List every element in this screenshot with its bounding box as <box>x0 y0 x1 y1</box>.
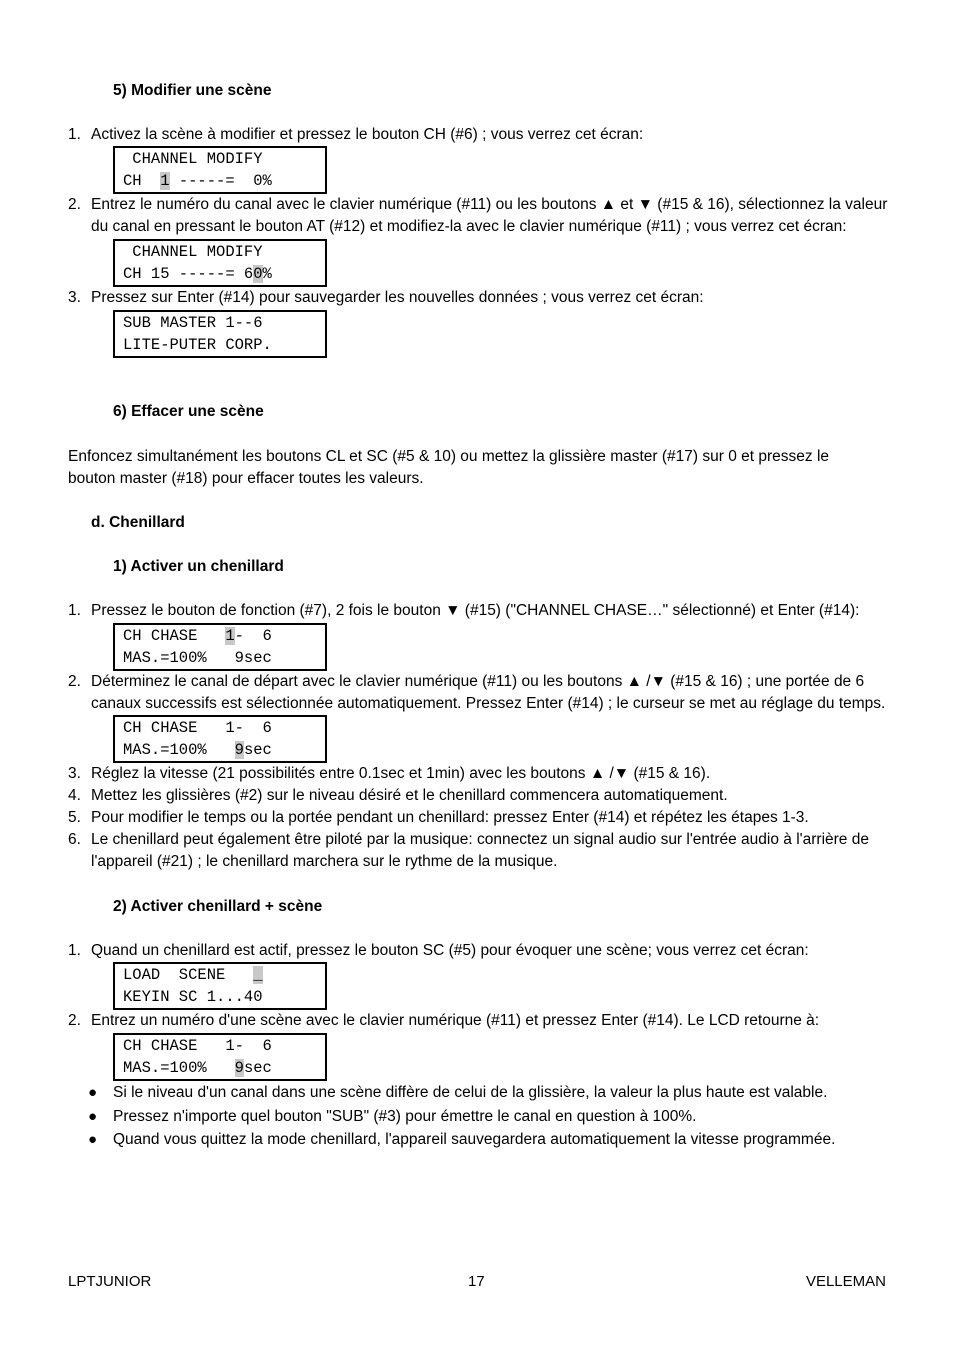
lcd-text: MAS.=100% <box>123 1059 235 1077</box>
lcd-screen-ch-chase-1 <box>113 623 327 671</box>
step-number: 2. <box>68 673 81 690</box>
lcd-cursor: 9 <box>234 1059 244 1077</box>
step-text: Mettez les glissières (#2) sur le niveau désiré et le chenillard commencera automatiquement. <box>91 787 728 804</box>
paragraph-line: Enfoncez simultanément les boutons CL et SC (#5 & 10) ou mettez la glissière master (#17) sur 0 et pressez le <box>68 448 830 465</box>
lcd-cursor: 0 <box>253 265 263 283</box>
step-number: 1. <box>68 126 81 143</box>
paragraph-line: bouton master (#18) pour effacer toutes les valeurs. <box>68 470 424 487</box>
step-number: 6. <box>68 831 81 848</box>
bullet-text: Si le niveau d'un canal dans une scène diffère de celui de la glissière, la valeur la plus haute est valable. <box>113 1084 828 1101</box>
lcd-line: LITE-PUTER CORP. <box>123 336 272 354</box>
lcd-text: sec <box>243 741 272 759</box>
lcd-line: SUB MASTER 1--6 <box>123 314 263 332</box>
lcd-line: CHANNEL MODIFY <box>123 150 263 168</box>
lcd-line: CH CHASE 1- 6 <box>123 1037 272 1055</box>
lcd-line: MAS.=100% 9sec <box>123 649 272 667</box>
lcd-text: CH <box>123 172 161 190</box>
lcd-cursor: _ <box>253 966 263 984</box>
step-number: 5. <box>68 809 81 826</box>
lcd-line: CHANNEL MODIFY <box>123 243 263 261</box>
step-text: canaux successifs est sélectionnée automatiquement. Pressez Enter (#14) ; le curseur se met au réglage du temps. <box>91 695 886 712</box>
lcd-screen-channel-modify-2 <box>113 239 327 287</box>
lcd-text: - 6 <box>234 627 272 645</box>
step-text: Pressez sur Enter (#14) pour sauvegarder les nouvelles données ; vous verrez cet écran: <box>91 289 704 306</box>
lcd-text: LOAD SCENE <box>123 966 254 984</box>
lcd-line: CH CHASE 1- 6 <box>123 719 272 737</box>
lcd-text: CH 15 -----= 6 <box>123 265 254 283</box>
step-text: Pressez le bouton de fonction (#7), 2 fois le bouton ▼ (#15) ("CHANNEL CHASE…" sélectionné) et Enter (#14): <box>91 602 860 619</box>
step-number: 3. <box>68 765 81 782</box>
bullet-icon: ● <box>88 1108 98 1125</box>
lcd-screen-ch-chase-2 <box>113 715 327 763</box>
lcd-screen-load-scene <box>113 962 327 1010</box>
step-number: 4. <box>68 787 81 804</box>
step-text: Activez la scène à modifier et pressez le bouton CH (#6) ; vous verrez cet écran: <box>91 126 644 143</box>
step-text: du canal en pressant le bouton AT (#12) et modifiez-la avec le clavier numérique (#11) ; vous verrez cet écran: <box>91 218 847 235</box>
step-text: Quand un chenillard est actif, pressez le bouton SC (#5) pour évoquer une scène; vous verrez cet écran: <box>91 942 809 959</box>
lcd-text: MAS.=100% <box>123 741 235 759</box>
bullet-icon: ● <box>88 1131 98 1148</box>
section-heading-modify-scene: 5) Modifier une scène <box>113 82 272 99</box>
section-heading-chaser-scene: 2) Activer chenillard + scène <box>113 898 323 915</box>
step-text: Le chenillard peut également être piloté par la musique: connectez un signal audio sur l'entrée audio à l'arrière de <box>91 831 869 848</box>
lcd-text: % <box>262 265 272 283</box>
step-number: 2. <box>68 196 81 213</box>
step-text: Pour modifier le temps ou la portée pendant un chenillard: pressez Enter (#14) et répétez les étapes 1-3. <box>91 809 809 826</box>
bullet-text: Quand vous quittez la mode chenillard, l'appareil sauvegardera automatiquement la vitesse programmée. <box>113 1131 836 1148</box>
footer-product: LPTJUNIOR <box>68 1273 152 1290</box>
lcd-screen-sub-master <box>113 310 327 358</box>
step-text: Déterminez le canal de départ avec le clavier numérique (#11) ou les boutons ▲ /▼ (#15 & 16) ; une portée de 6 <box>91 673 865 690</box>
footer-brand: VELLEMAN <box>805 1273 886 1290</box>
step-number: 1. <box>68 942 81 959</box>
section-heading-erase-scene: 6) Effacer une scène <box>113 403 264 420</box>
lcd-cursor: 9 <box>234 741 244 759</box>
bullet-icon: ● <box>88 1084 98 1101</box>
lcd-screen-channel-modify-1 <box>113 146 327 194</box>
lcd-text: -----= 0% <box>169 172 272 190</box>
section-heading-chaser: d. Chenillard <box>91 514 185 531</box>
lcd-text: CH CHASE <box>123 627 226 645</box>
footer-page-number: 17 <box>468 1273 485 1290</box>
step-text: Entrez le numéro du canal avec le clavier numérique (#11) ou les boutons ▲ et ▼ (#15 & 16), sélectionnez la valeur <box>91 196 888 213</box>
step-number: 1. <box>68 602 81 619</box>
lcd-cursor: 1 <box>160 172 170 190</box>
step-text: Réglez la vitesse (21 possibilités entre 0.1sec et 1min) avec les boutons ▲ /▼ (#15 & 16). <box>91 765 711 782</box>
lcd-line: KEYIN SC 1...40 <box>123 988 263 1006</box>
step-number: 3. <box>68 289 81 306</box>
lcd-cursor: 1 <box>225 627 235 645</box>
step-number: 2. <box>68 1012 81 1029</box>
step-text: Entrez un numéro d'une scène avec le clavier numérique (#11) et pressez Enter (#14). Le LCD retourne à: <box>91 1012 820 1029</box>
section-heading-activate-chaser: 1) Activer un chenillard <box>113 558 284 575</box>
lcd-text: sec <box>243 1059 272 1077</box>
bullet-text: Pressez n'importe quel bouton "SUB" (#3) pour émettre le canal en question à 100%. <box>113 1108 697 1125</box>
lcd-screen-ch-chase-3 <box>113 1033 327 1081</box>
step-text: l'appareil (#21) ; le chenillard marchera sur le rythme de la musique. <box>91 853 558 870</box>
